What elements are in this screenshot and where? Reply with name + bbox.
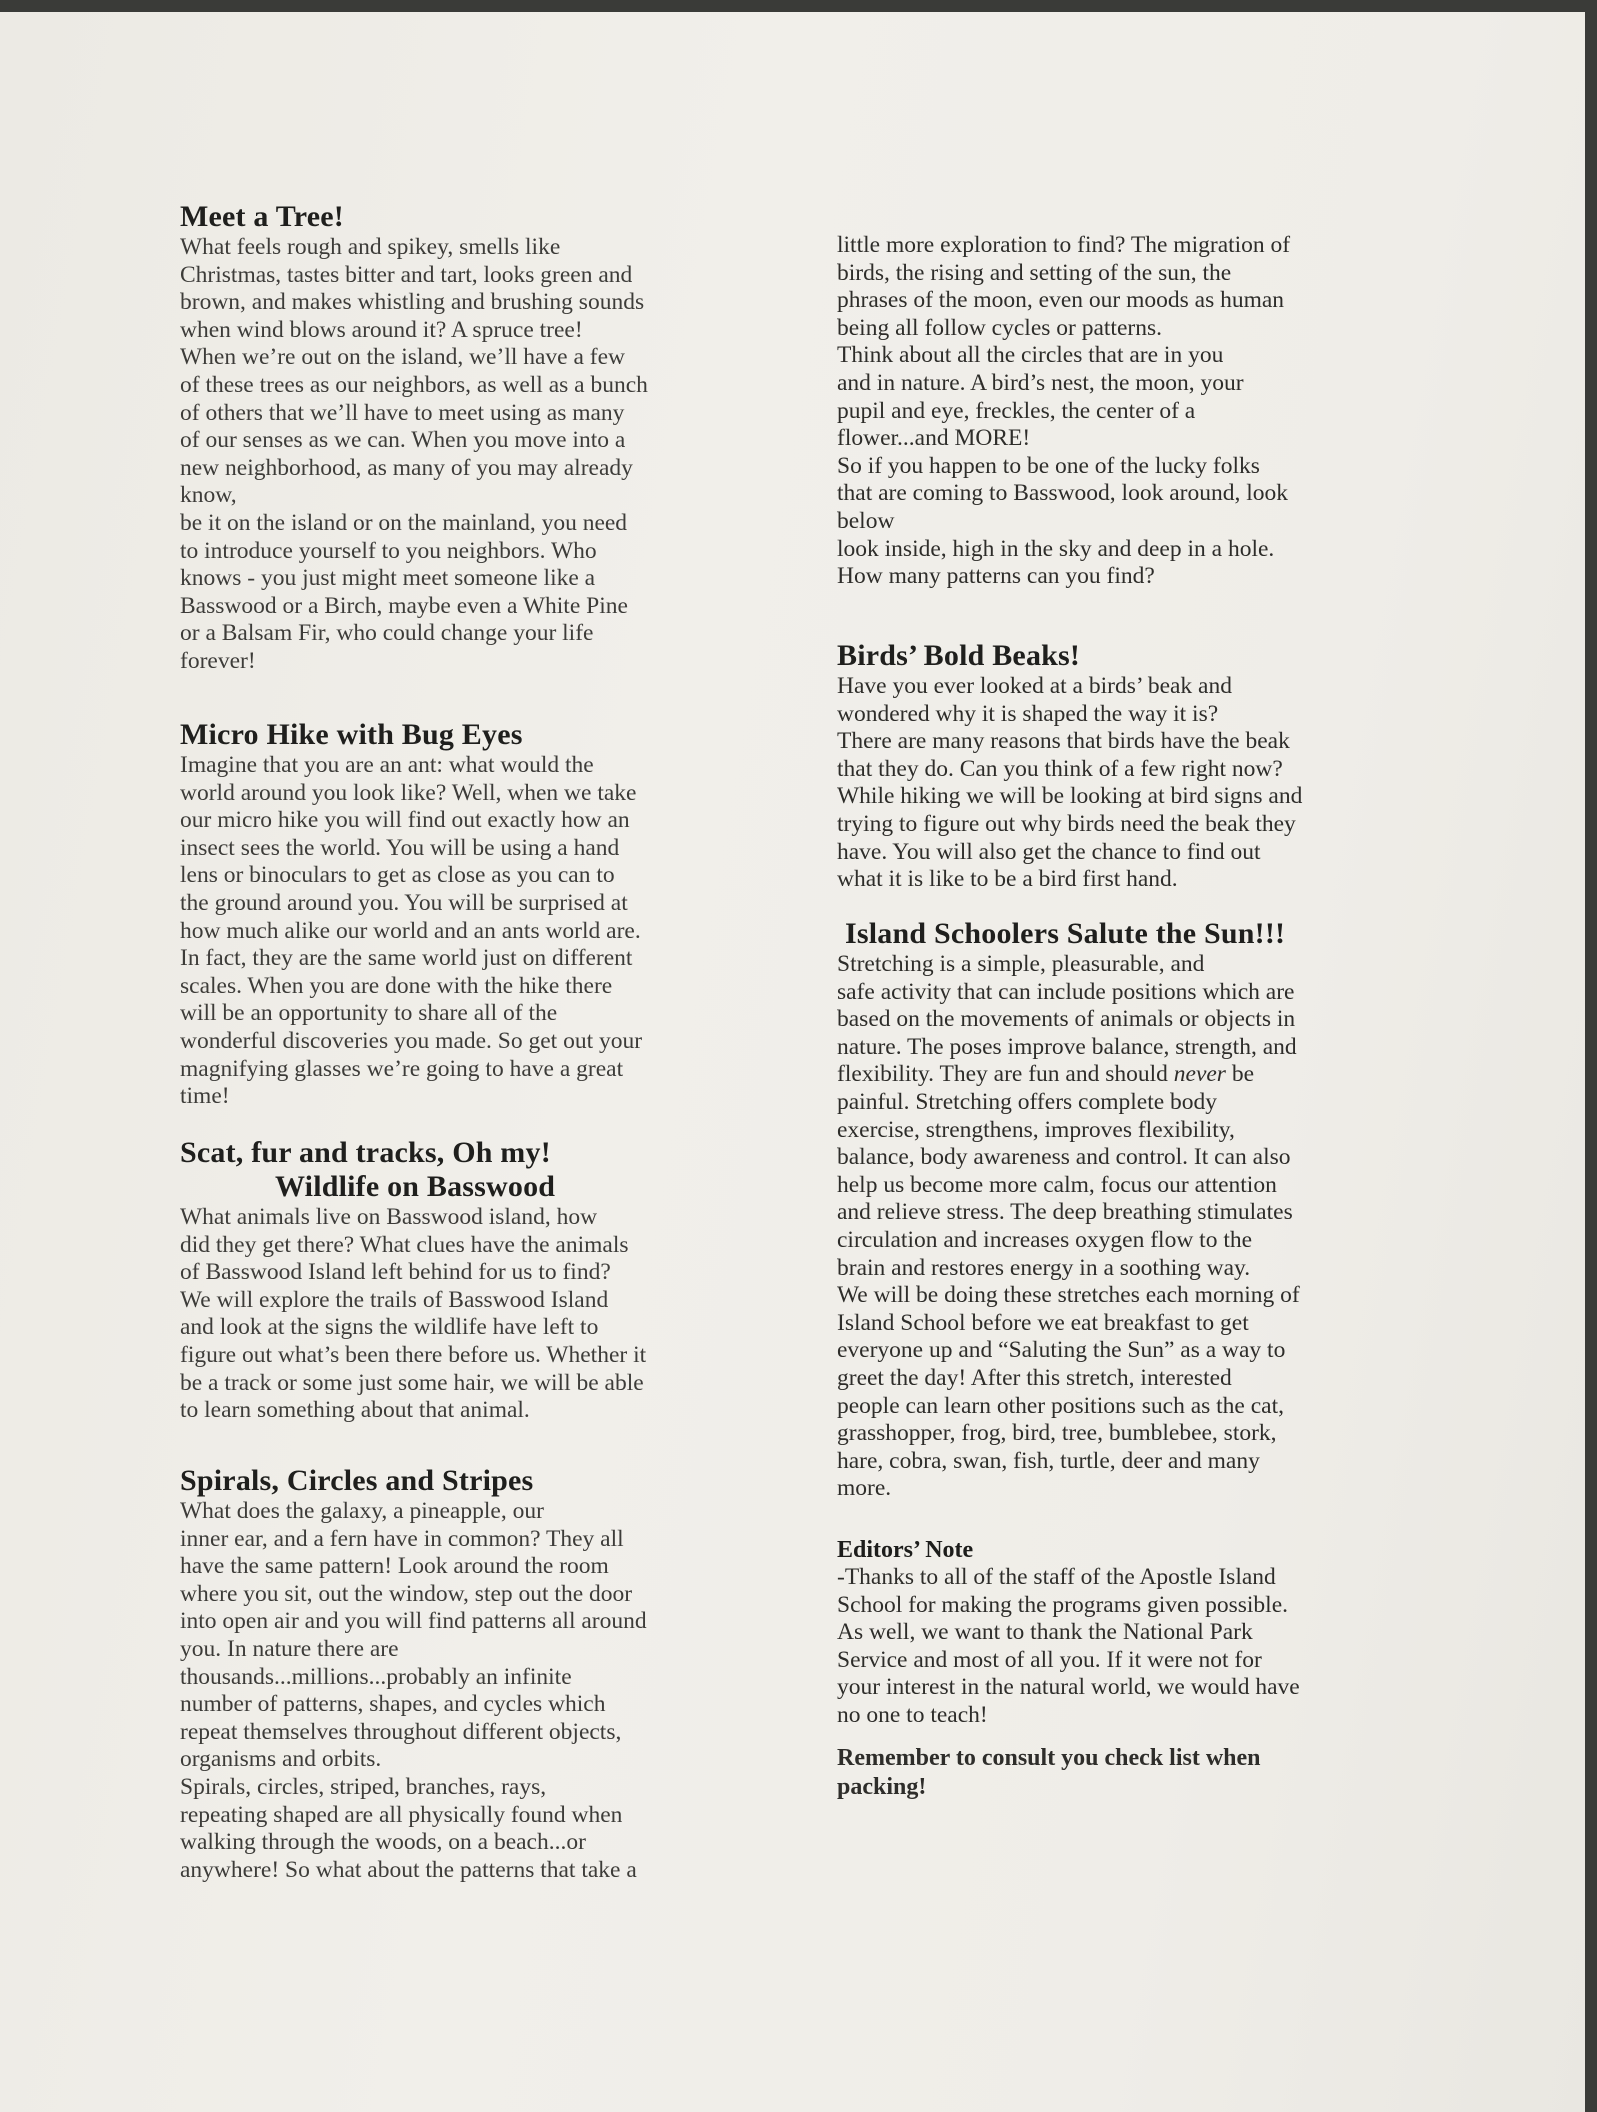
wildlife-heading-line1: Scat, fur and tracks, Oh my! (180, 1136, 551, 1169)
meet-a-tree-section (180, 200, 765, 676)
wildlife-heading-line2: Wildlife on Basswood (275, 1170, 556, 1203)
salute-sun-body-part2: be painful. Stretching offers complete body exercise, strengthens, improves flexibility, balance, body awareness and control. It can also help us become more calm, focus our attention and relieve stress. The deep breathing stimulates circulation and increases oxygen flow to the brain and restores energy in a soothing way. We will be doing these stretches each morning of Island School before we eat breakfast to get everyone up and “Saluting the Sun” as a way to greet the day! After this stretch, interested people can learn other positions such as the cat, grasshopper, frog, bird, tree, bumblebee, stork, hare, cobra, swan, fish, turtle, deer and many more. (837, 1061, 1300, 1502)
spirals-continued-section (837, 232, 1417, 591)
micro-hike-section (180, 718, 765, 1111)
editors-note-section (837, 1536, 1417, 1802)
wildlife-section (180, 1136, 765, 1425)
salute-sun-body-part1: Stretching is a simple, pleasurable, and safe activity that can include positions which are based on the movements of animals or objects in nature. The poses improve balance, strength, and flexibility. They are fun and should (837, 951, 1297, 1088)
meet-a-tree-heading: Meet a Tree! (180, 200, 344, 233)
newsletter-page (0, 12, 1585, 2112)
wildlife-heading (180, 1136, 765, 1204)
birds-beaks-section (837, 639, 1417, 894)
spirals-section (180, 1464, 765, 1884)
spirals-continued-body: little more exploration to find? The migration of birds, the rising and setting of the sun, the phrases of the moon, even our moods as human being all follow cycles or patterns. Think about all the circles that are in you and in nature. A bird’s nest, the moon, your pupil and eye, freckles, the center of a flower...and MORE! So if you happen to be one of the lucky folks that are coming to Basswood, look around, look below look inside, high in the sky and deep in a hole. How many patterns can you find? (837, 232, 1291, 590)
spirals-body: What does the galaxy, a pineapple, our inner ear, and a fern have in common? They all have the same pattern! Look around the room where you sit, out the window, step out the door into open air and you will find patterns all around you. In nature there are thousands...millions...probably an infinite number of patterns, shapes, and cycles which repeat themselves throughout different objects, organisms and orbits. Spirals, circles, striped, branches, rays, repeating shaped are all physically found when walking through the woods, on a beach...or anywhere! So what about the patterns that take a (180, 1498, 647, 1883)
salute-sun-body (837, 951, 1417, 1503)
meet-a-tree-body: What feels rough and spikey, smells like Christmas, tastes bitter and tart, looks green and brown, and makes whistling and brushing sounds when wind blows around it? A spruce tree! When we’re out on the island, we’ll have a few of these trees as our neighbors, as well as a bunch of others that we’ll have to meet using as many of our senses as we can. When you move into a new neighborhood, as many of you may already know, be it on the island or on the mainland, you need to introduce yourself to you neighbors. Who knows - you just might meet someone like a Basswood or a Birch, maybe even a White Pine or a Balsam Fir, who could change your life forever! (180, 234, 648, 674)
micro-hike-body: Imagine that you are an ant: what would the world around you look like? Well, when we take our micro hike you will find out exactly how an insect sees the world. You will be using a hand lens or binoculars to get as close as you can to the ground around you. You will be surprised at how much alike our world and an ants world are. In fact, they are the same world just on different scales. When you are done with the hike there will be an opportunity to share all of the wonderful discoveries you made. So get out your magnifying glasses we’re going to have a great time! (180, 752, 643, 1110)
wildlife-body: What animals live on Basswood island, how did they get there? What clues have the animals of Basswood Island left behind for us to find? We will explore the trails of Basswood Island and look at the signs the wildlife have left to figure out what’s been there before us. Whether it be a track or some just some hair, we will be able to learn something about that animal. (180, 1204, 647, 1424)
birds-beaks-body: Have you ever looked at a birds’ beak and wondered why it is shaped the way it is? There are many reasons that birds have the beak that they do. Can you think of a few right now? While hiking we will be looking at bird signs and trying to figure out why birds need the beak they have. You will also get the chance to find out what it is like to be a bird first hand. (837, 673, 1303, 893)
editors-note-body: -Thanks to all of the staff of the Apostle Island School for making the programs given possible. As well, we want to thank the National Park Service and most of all you. If it were not for your interest in the natural world, we would have no one to teach! (837, 1564, 1300, 1728)
salute-sun-section (837, 917, 1417, 1503)
birds-beaks-heading: Birds’ Bold Beaks! (837, 639, 1081, 672)
editors-note-heading: Editors’ Note (837, 1537, 974, 1563)
salute-sun-heading: Island Schoolers Salute the Sun!!! (845, 917, 1286, 950)
packing-reminder: Remember to consult you check list when packing! (837, 1744, 1261, 1800)
spirals-heading: Spirals, Circles and Stripes (180, 1464, 534, 1497)
salute-sun-emphasis: never (1173, 1061, 1226, 1088)
micro-hike-heading: Micro Hike with Bug Eyes (180, 718, 523, 751)
